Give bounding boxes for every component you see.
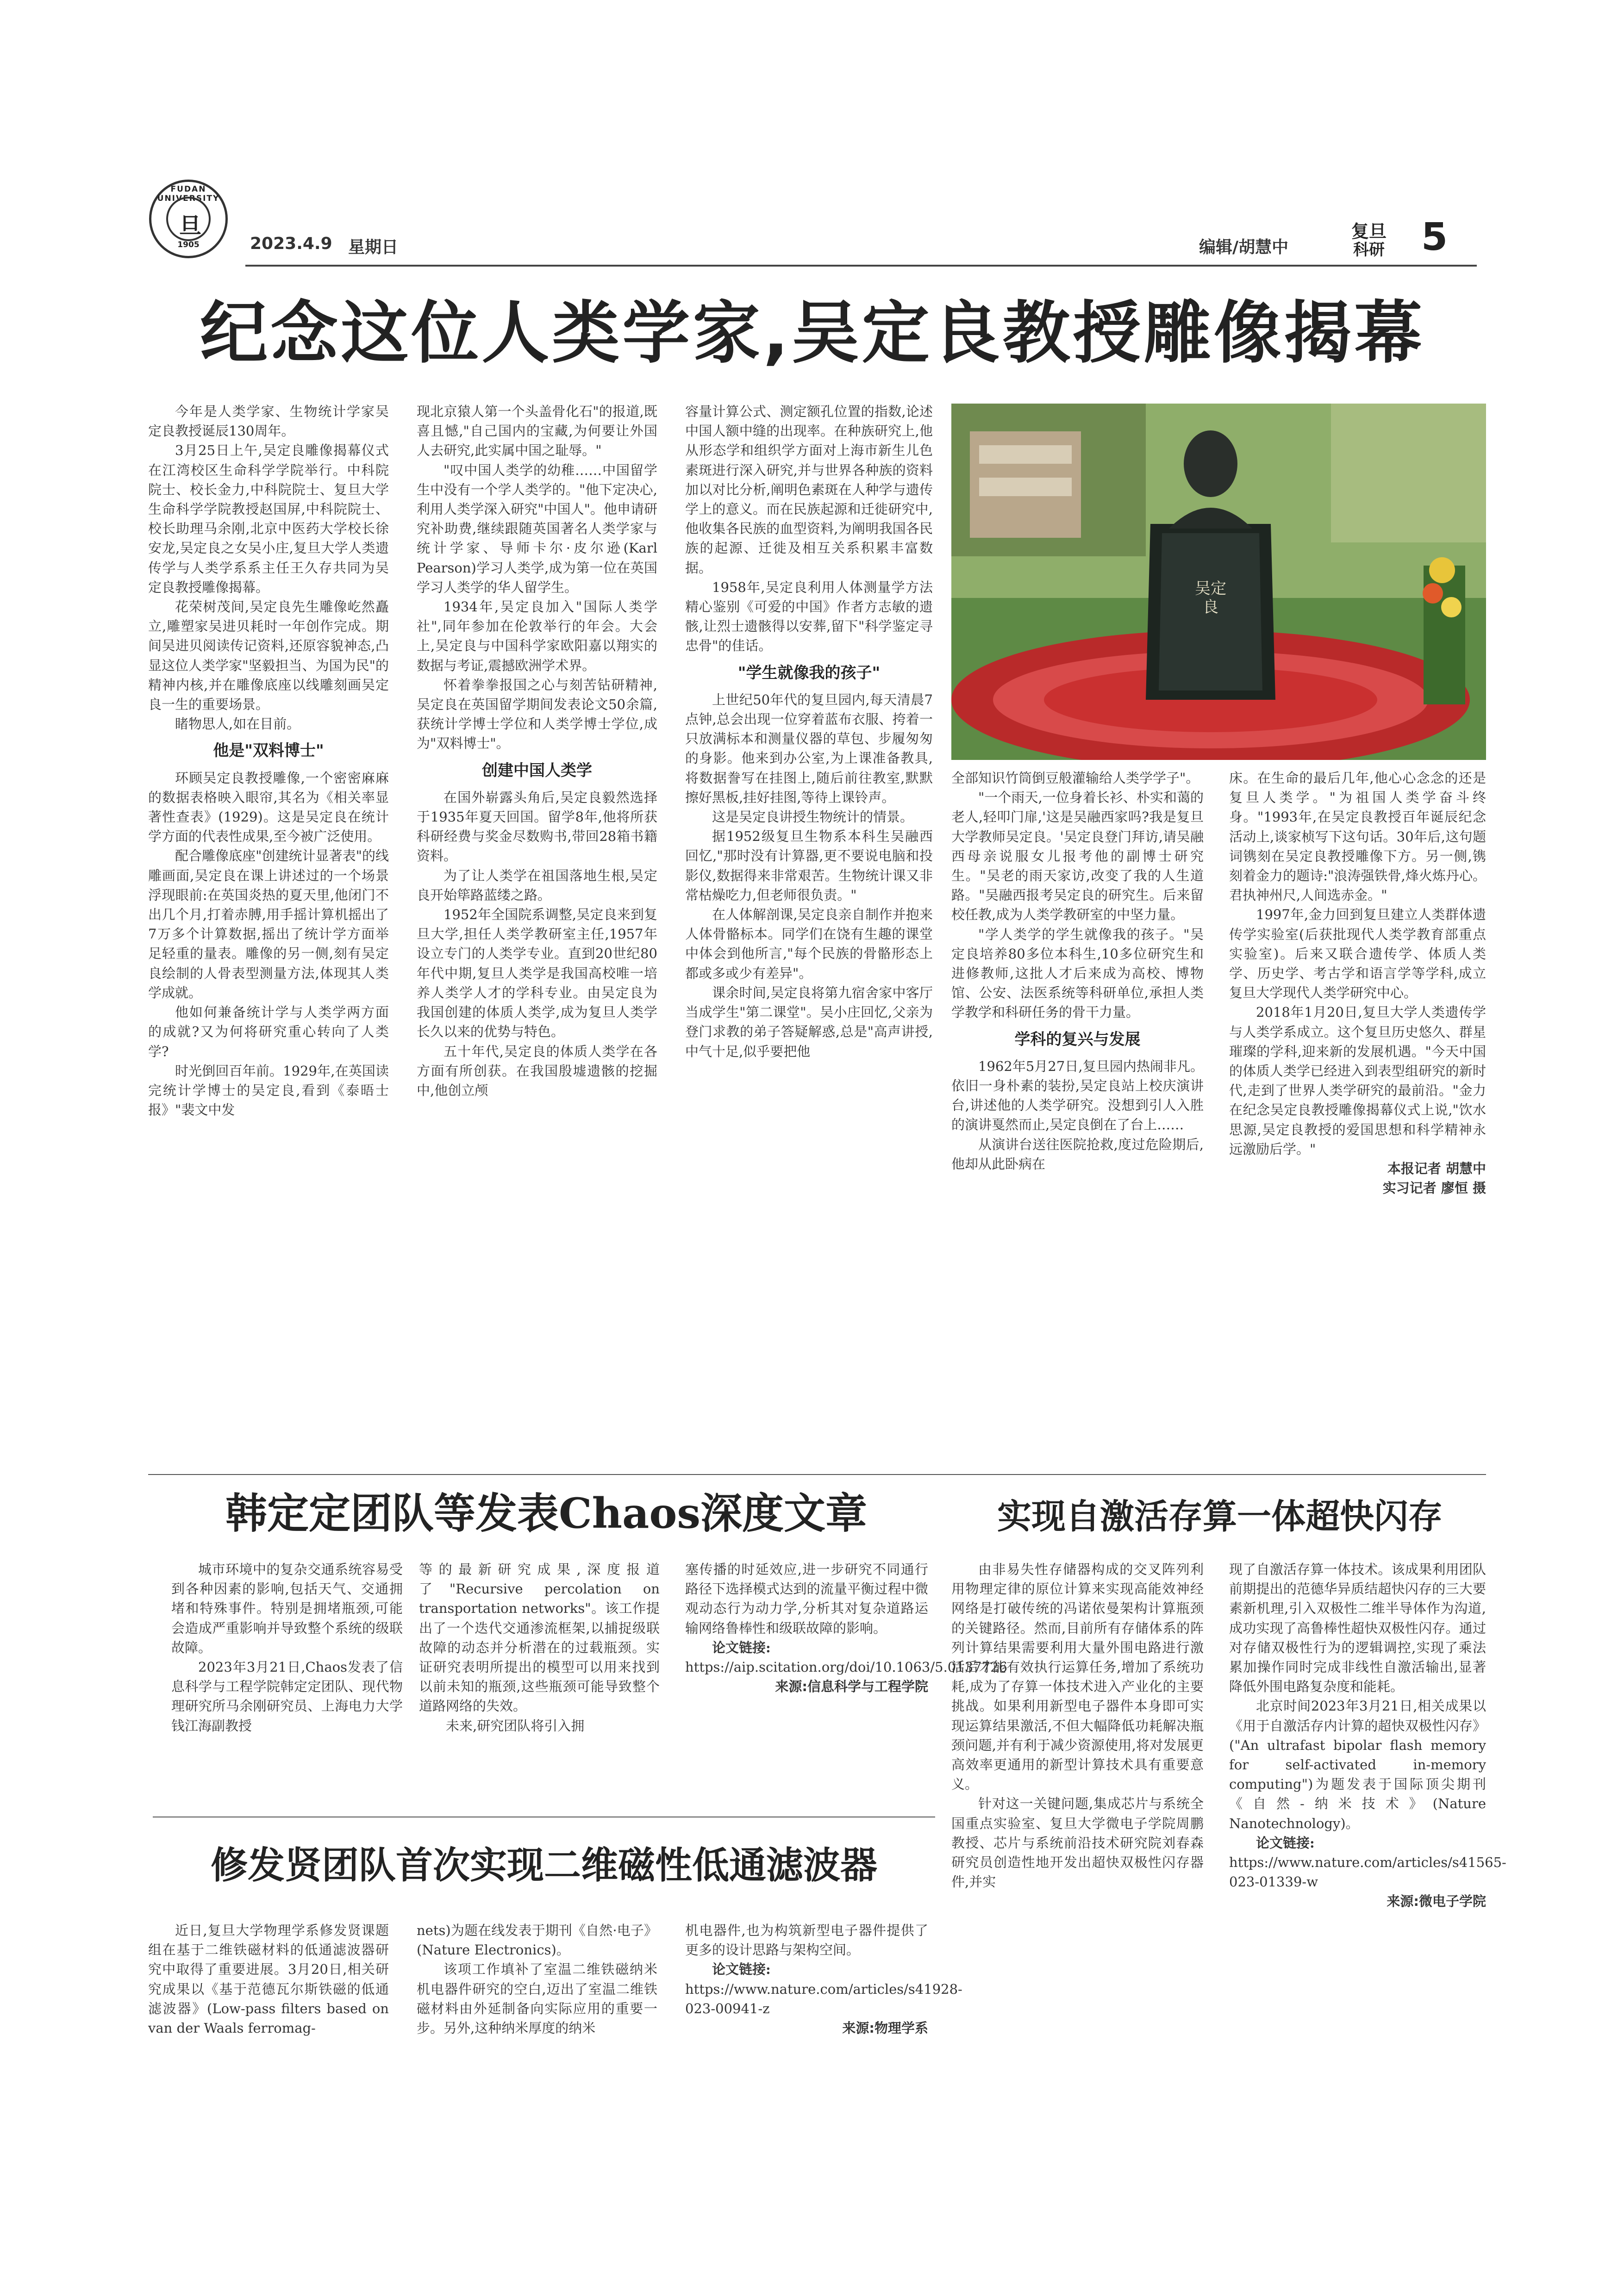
section-label	[1343, 222, 1394, 259]
article2-column-1	[171, 1560, 403, 1736]
paragraph-continued: 机电器件,也为构筑新型电子器件提供了更多的设计思路与架构空间。	[685, 1923, 928, 1958]
logo-ring-text: FUDAN UNIVERSITY	[157, 185, 220, 203]
subheading: 创建中国人类学	[482, 761, 592, 780]
paragraph: 针对这一关键问题,集成芯片与系统全国重点实验室、复旦大学微电子学院周鹏教授、芯片与系统前沿技术研究院刘春森研究员创造性地开发出超快双极性闪存器件,并实	[951, 1796, 1204, 1890]
byline: 来源:微电子学院	[1387, 1893, 1486, 1910]
article1-column-4	[951, 768, 1204, 1174]
paragraph: 北京时间2023年3月21日,相关成果以《用于自激活存内计算的超快双极性闪存》("An ultrafast bipolar flash memory for self-activated in-memory computing")为题发表于国际顶尖期刊《自然-纳米技术》(Nature Nanotechnology)。	[1229, 1698, 1486, 1831]
paragraph: 课余时间,吴定良将第九宿舍家中客厅当成学生"第二课堂"。吴小庄回忆,父亲为登门求教的弟子答疑解惑,总是"高声讲授,中气十足,似乎要把他	[685, 984, 933, 1059]
paper-link-label: 论文链接:	[712, 1639, 771, 1655]
section-label-bottom: 科研	[1353, 241, 1385, 259]
paragraph-continued: https://www.nature.com/articles/s41565-023-01339-w	[1229, 1854, 1506, 1890]
paragraph: 今年是人类学家、生物统计学家吴定良教授诞辰130周年。	[148, 404, 389, 439]
logo-glyph: 旦	[179, 213, 201, 239]
article4-column-3	[685, 1921, 962, 2038]
paragraph: 1952年全国院系调整,吴定良来到复旦大学,担任人类学教研室主任,1957年设立专门的人类学专业。直到20世纪80年代中期,复旦人类学是我国高校唯一培养人类学人才的学科专业。由吴定良为我国创建的体质人类学,成为复旦人类学长久以来的优势与特色。	[417, 907, 657, 1040]
paragraph: 上世纪50年代的复旦园内,每天清晨7点钟,总会出现一位穿着蓝布衣服、挎着一只放满标本和测量仪器的草包、步履匆匆的身影。他来到办公室,为上课准备教具,将数据誊写在挂图上,随后前往教室,默默擦好黑板,挂好挂图,等待上课铃声。	[685, 691, 933, 805]
paper-link-label: 论文链接:	[712, 1961, 771, 1978]
article2-column-2	[419, 1560, 660, 1736]
section-divider-1	[148, 1474, 1486, 1475]
article1-column-2	[417, 402, 657, 1100]
paragraph: 城市环境中的复杂交通系统容易受到各种因素的影响,包括天气、交通拥堵和特殊事件。特别是拥堵瓶颈,可能会造成严重影响并导致整个系统的级联故障。	[171, 1562, 403, 1655]
paragraph: 2018年1月20日,复旦大学人类遗传学与人类学系成立。这个复旦历史悠久、群星璀璨的学科,迎来新的发展机遇。"今天中国的体质人类学已经进入到表型组研究的新时代,走到了世界人类学研究的最前沿。"金力在纪念吴定良教授雕像揭幕仪式上说,"饮水思源,吴定良教授的爱国思想和科学精神永远激励后学。"	[1229, 1004, 1486, 1157]
paragraph: 为了让人类学在祖国落地生根,吴定良开始筚路蓝缕之路。	[417, 867, 657, 903]
paragraph-continued: 现北京猿人第一个头盖骨化石"的报道,既喜且憾,"自己国内的宝藏,为何要让外国人去研究,此实属中国之耻辱。"	[417, 404, 657, 459]
article1-title: 纪念这位人类学家,吴定良教授雕像揭幕	[200, 294, 1425, 373]
editor-credit: 编辑/胡慧中	[1199, 238, 1289, 257]
paragraph: 时光倒回百年前。1929年,在英国读完统计学博士的吴定良,看到《泰晤士报》"裴文中发	[148, 1063, 389, 1118]
paragraph: "叹中国人类学的幼稚……中国留学生中没有一个学人类学的。"他下定决心,利用人类学深入研究"中国人"。他申请研究补助费,继续跟随英国著名人类学家与统计学家、导师卡尔·皮尔逊(Karl Pearson)学习人类学,成为第一位在英国学习人类学的华人留学生。	[417, 462, 657, 595]
header-rule	[245, 265, 1477, 267]
paragraph: 在国外崭露头角后,吴定良毅然选择于1935年夏天回国。留学8年,他将所获科研经费与奖金尽数购书,带回28箱书籍资料。	[417, 789, 657, 864]
paragraph-continued: 塞传播的时延效应,进一步研究不同通行路径下选择模式达到的流量平衡过程中微观动态行为动力学,分析其对复杂道路运输网络鲁棒性和级联故障的影响。	[685, 1562, 928, 1636]
paragraph: 近日,复旦大学物理学系修发贤课题组在基于二维铁磁材料的低通滤波器研究中取得了重要进展。3月20日,相关研究成果以《基于范德瓦尔斯铁磁的低通滤波器》(Low-pass filters based on van der Waals ferromag-	[148, 1923, 389, 2036]
paper-link-label: 论文链接:	[1256, 1835, 1315, 1851]
paragraph: 1997年,金力回到复旦建立人类群体遗传学实验室(后获批现代人类学教育部重点实验室)。后来又联合遗传学、体质人类学、历史学、考古学和语言学等学科,成立复旦大学现代人类学研究中心。	[1229, 907, 1486, 1001]
paragraph: "学人类学的学生就像我的孩子。"吴定良培养80多位本科生,10多位研究生和进修教师,这批人才后来成为高校、博物馆、公安、法医系统等科研单位,承担人类学教学和科研任务的骨干力量。	[951, 926, 1204, 1020]
paragraph: 这是吴定良讲授生物统计的情景。	[712, 809, 914, 825]
statue-plaque-name: 吴定良	[1195, 579, 1226, 616]
paragraph-continued: 全部知识竹筒倒豆般灌输给人类学学子"。	[951, 770, 1199, 786]
byline: 来源:信息科学与工程学院	[775, 1679, 928, 1695]
paragraph: 睹物思人,如在目前。	[175, 716, 300, 732]
logo-emblem	[166, 197, 211, 241]
paragraph: 3月25日上午,吴定良雕像揭幕仪式在江湾校区生命科学学院举行。中科院院士、校长金力,中科院院士、复旦大学生命科学学院教授赵国屏,中科院院士、校长助理马余刚,北京中医药大学校长徐安龙,吴定良之女吴小庄,复旦大学人类遗传学与人类学系系主任王久存共同为吴定良教授雕像揭幕。	[148, 442, 389, 595]
paragraph-continued: nets)为题在线发表于期刊《自然·电子》(Nature Electronics)。	[417, 1923, 657, 1958]
page-number: 5	[1421, 215, 1448, 259]
paragraph: 1934年,吴定良加入"国际人类学社",同年参加在伦敦举行的年会。大会上,吴定良与中国科学家欧阳嘉以翔实的数据与考证,震撼欧洲学术界。	[417, 599, 657, 673]
issue-weekday: 星期日	[348, 238, 399, 257]
paragraph: 五十年代,吴定良的体质人类学在各方面有所创获。在我国殷墟遗骸的挖掘中,他创立颅	[417, 1043, 657, 1098]
paragraph: 在人体解剖课,吴定良亲自制作并抱来人体骨骼标本。同学们在饶有生趣的课堂中体会到他所言,"每个民族的骨骼形态上都或多或少有差异"。	[685, 907, 933, 981]
paragraph: 该项工作填补了室温二维铁磁纳米机电器件研究的空白,迈出了室温二维铁磁材料由外延制备向实际应用的重要一步。另外,这种纳米厚度的纳米	[417, 1961, 657, 2036]
article1-column-3	[685, 402, 933, 1061]
paragraph-continued: 容量计算公式、测定额孔位置的指数,论述中国人额中缝的出现率。在种族研究上,他从形态学和组织学方面对上海市新生儿色素斑进行深入研究,并与世界各种族的资料加以对比分析,阐明色素斑在人种学与遗传学上的意义。而在民族起源和迁徙研究中,他收集各民族的血型资料,为阐明我国各民族的起源、迁徙及相互关系积累丰富数据。	[685, 404, 933, 576]
article3-column-2	[1229, 1560, 1506, 1911]
paragraph: 环顾吴定良教授雕像,一个密密麻麻的数据表格映入眼帘,其名为《相关率显著性查表》(1929)。这是吴定良在统计学方面的代表性成果,至今被广泛使用。	[148, 770, 389, 845]
paragraph: 由非易失性存储器构成的交叉阵列利用物理定律的原位计算来实现高能效神经网络是打破传统的冯诺依曼架构计算瓶颈的关键路径。然而,目前所有存储体系的阵列计算结果需要利用大量外围电路进行激活后才能有效执行运算任务,增加了系统功耗,成为了存算一体技术进入产业化的主要挑战。如果利用新型电子器件本身即可实现运算结果激活,不但大幅降低功耗解决瓶颈问题,并有利于减少资源使用,将对发展更高效率更通用的新型计算技术具有重要意义。	[951, 1562, 1204, 1792]
subheading: 他是"双料博士"	[213, 741, 324, 760]
paragraph-continued: 等的最新研究成果,深度报道了"Recursive percolation on transportation networks"。该工作提出了一个迭代交通渗流框架,以捕捉级联故障的动态并分析潜在的过载瓶颈。实证研究表明所提出的模型可以用来找到以前未知的瓶颈,这些瓶颈可能导致整个道路网络的失效。	[419, 1562, 660, 1714]
fudan-university-logo	[149, 180, 228, 258]
issue-date: 2023.4.9	[250, 234, 332, 253]
article4-column-1	[148, 1921, 389, 2038]
article2-column-3	[685, 1560, 1007, 1696]
subheading: 学科的复兴与发展	[1014, 1030, 1141, 1049]
byline: 本报记者 胡慧中	[1387, 1161, 1486, 1177]
paragraph: 花荣树茂间,吴定良先生雕像屹然矗立,雕塑家吴进贝耗时一年创作完成。期间吴进贝阅读传记资料,还原容貌神态,凸显这位人类学家"坚毅担当、为国为民"的精神内核,并在雕像底座以线雕刻画吴定良一生的重要场景。	[148, 599, 389, 713]
paragraph-continued: https://aip.scitation.org/doi/10.1063/5.0137726	[685, 1659, 1007, 1675]
statue-photo	[951, 404, 1486, 760]
article3-column-1	[951, 1560, 1204, 1892]
paragraph-continued: 床。在生命的最后几年,他心心念念的还是复旦人类学。"为祖国人类学奋斗终身。"1993年,在吴定良教授百年诞辰纪念活动上,谈家桢写下这句话。30年后,这句题词镌刻在吴定良教授雕像下方。另一侧,镌刻着金力的题诗:"浪涛强铁骨,烽火炼丹心。君执神州尺,人间选赤金。"	[1229, 770, 1486, 903]
article1-column-1	[148, 402, 389, 1120]
paragraph-continued: https://www.nature.com/articles/s41928-023-00941-z	[685, 1981, 962, 2016]
article1-column-5	[1229, 768, 1486, 1198]
paragraph: 怀着拳拳报国之心与刻苦钻研精神,吴定良在英国留学期间发表论文50余篇,获统计学博士学位和人类学博士学位,成为"双料博士"。	[417, 677, 657, 752]
paragraph: 配合雕像底座"创建统计显著表"的线雕画面,吴定良在课上讲述过的一个场景浮现眼前:在英国炎热的夏天里,他闭门不出几个月,打着赤膊,用手摇计算机摇出了7万多个计算数据,摇出了统计学方面举足轻重的量表。雕像的另一侧,刻有吴定良绘制的人骨表型测量方法,体现其人类学成就。	[148, 848, 389, 1001]
paragraph-continued: 现了自激活存算一体技术。该成果利用团队前期提出的范德华异质结超快闪存的三大要素新机理,引入双极性二维半导体作为沟道,成功实现了高鲁棒性超快双极性闪存。通过对存储双极性行为的逻辑调控,实现了乘法累加操作同时完成非线性自激活输出,显著降低外围电路复杂度和能耗。	[1229, 1562, 1486, 1695]
paragraph: 2023年3月21日,Chaos发表了信息科学与工程学院韩定定团队、现代物理研究所马余刚研究员、上海电力大学钱江海副教授	[171, 1659, 403, 1734]
subheading: "学生就像我的孩子"	[737, 663, 881, 682]
paragraph: 他如何兼备统计学与人类学两方面的成就?又为何将研究重心转向了人类学?	[148, 1004, 389, 1059]
byline: 实习记者 廖恒 摄	[1382, 1180, 1486, 1196]
paragraph: 从演讲台送往医院抢救,度过危险期后,他却从此卧病在	[951, 1136, 1204, 1172]
logo-year: 1905	[177, 240, 200, 249]
paragraph: 1962年5月27日,复旦园内热闹非凡。依旧一身朴素的装扮,吴定良站上校庆演讲台,讲述他的人类学研究。没想到引人入胜的演讲戛然而止,吴定良倒在了台上……	[951, 1058, 1204, 1133]
article2-title: 韩定定团队等发表Chaos深度文章	[225, 1489, 868, 1538]
article4-column-2	[417, 1921, 657, 2038]
paragraph: 1958年,吴定良利用人体测量学方法精心鉴别《可爱的中国》作者方志敏的遗骸,让烈士遗骸得以安葬,留下"科学鉴定寻忠骨"的佳话。	[685, 579, 933, 654]
paragraph: 未来,研究团队将引入拥	[446, 1717, 585, 1734]
byline: 来源:物理学系	[842, 2020, 928, 2036]
paragraph: "一个雨天,一位身着长衫、朴实和蔼的老人,轻叩门扉,'这是吴融西家吗?我是复旦大学教师吴定良。'吴定良登门拜访,请吴融西母亲说服女儿报考他的副博士研究生。"吴老的雨天家访,改变了我的人生道路。"吴融西报考吴定良的研究生。后来留校任教,成为人类学教研室的中坚力量。	[951, 790, 1204, 923]
article4-title: 修发贤团队首次实现二维磁性低通滤波器	[211, 1843, 877, 1887]
article3-title: 实现自激活存算一体超快闪存	[997, 1497, 1443, 1537]
paragraph: 据1952级复旦生物系本科生吴融西回忆,"那时没有计算器,更不要说电脑和投影仪,数据得来非常艰苦。生物统计课又非常枯燥吃力,但老师很负责。"	[685, 828, 933, 903]
section-label-top: 复旦	[1351, 221, 1387, 242]
